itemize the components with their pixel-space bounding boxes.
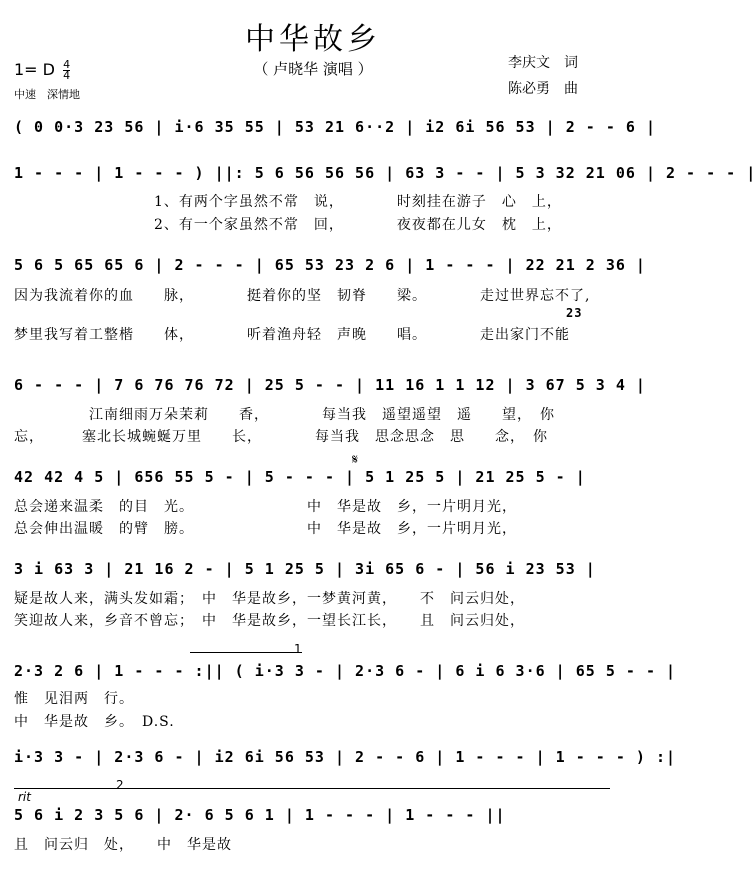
time-top: 4 (63, 58, 71, 71)
lyric-line-7a: 惟 见泪两 行。 (14, 691, 134, 707)
lyric-line-4b: 忘， 塞北长城蜿蜒万里 长， 每当我 思念思念 思 念， 你 (14, 429, 548, 445)
lyric-line-3a: 因为我流着你的血 脉， 挺着你的坚 韧脊 梁。 走过世界忘不了, (14, 288, 591, 304)
score-line-6: 3 i 63 3 | 21 16 2 - | 5 1 25 5 | 3i 65 6 - | 56 i 23 53 | (14, 560, 596, 578)
score-line-4: 6 - - - | 7 6 76 76 72 | 25 5 - - | 11 16 1 1 12 | 3 67 5 3 4 | (14, 376, 646, 394)
score-line-1: ( 0 0·3 23 56 | i·6 35 55 | 53 21 6··2 | i2 6i 56 53 | 2 - - 6 | (14, 118, 656, 136)
singer-credit: （ 卢晓华 演唱 ） (253, 60, 373, 78)
score-line-2: 1 - - - | 1 - - - ) ||: 5 6 56 56 56 | 63 3 - - | 5 3 32 21 06 | 2 - - - | (14, 164, 756, 182)
lyric-line-9a: 且 问云归 处， 中 华是故 (14, 837, 232, 853)
song-title: 中华故乡 (245, 22, 381, 57)
volta-1-label: 1 (294, 642, 302, 656)
lyric-line-5a: 总会递来温柔 的目 光。 中 华是故 乡，一片明月光， (14, 499, 517, 515)
key-signature (14, 60, 70, 81)
lyric-line-4a: 江南细雨万朵茉莉 香， 每当我 遥望遥望 遥 望， 你 (14, 407, 555, 423)
composer-credit: 陈必勇 曲 (508, 81, 578, 97)
segno-sign: 𝄋 (352, 452, 359, 468)
score-line-5: 42 42 4 5 | 656 55 5 - | 5 - - - | 5 1 25 5 | 21 25 5 - | (14, 468, 586, 486)
lyric-line-2a: 1、有两个字虽然不常 说， 时刻挂在游子 心 上， (154, 194, 562, 210)
lyricist-credit: 李庆文 词 (508, 55, 578, 71)
lyric-line-6a: 疑是故人来，满头发如霜； 中 华是故乡，一梦黄河黄， 不 问云归处， (14, 591, 525, 607)
lyric-line-6b: 笑迎故人来，乡音不曾忘； 中 华是故乡，一望长江长， 且 问云归处， (14, 613, 525, 629)
time-bottom: 4 (63, 69, 71, 82)
score-line-9: 5 6 i 2 3 5 6 | 2· 6 5 6 1 | 1 - - - | 1 - - - || (14, 806, 506, 824)
lyric-line-7b: 中 华是故 乡。 D.S. (14, 714, 175, 730)
ritardando-mark: rit (18, 790, 31, 804)
key-label: 1= D (14, 60, 55, 79)
volta-2-bracket (14, 788, 610, 789)
tempo-marking: 中速 深情地 (14, 88, 80, 101)
score-line-7: 2·3 2 6 | 1 - - - :|| ( i·3 3 - | 2·3 6 - | 6 i 6 3·6 | 65 5 - - | (14, 662, 677, 680)
volta-2-label: 2 (116, 778, 124, 792)
volta-1-bracket (190, 652, 302, 653)
alt-notes: 23 (566, 306, 583, 320)
lyric-line-2b: 2、有一个家虽然不常 回， 夜夜都在儿女 枕 上， (154, 217, 562, 233)
lyric-line-5b: 总会伸出温暖 的臂 膀。 中 华是故 乡，一片明月光， (14, 521, 517, 537)
score-line-8: i·3 3 - | 2·3 6 - | i2 6i 56 53 | 2 - - 6 | 1 - - - | 1 - - - ) :| (14, 748, 677, 766)
score-line-3: 5 6 5 65 65 6 | 2 - - - | 65 53 23 2 6 | 1 - - - | 22 21 2 36 | (14, 256, 646, 274)
lyric-line-3b: 梦里我写着工整楷 体， 听着渔舟轻 声晚 唱。 走出家门不能 (14, 327, 570, 343)
time-signature (63, 60, 70, 81)
